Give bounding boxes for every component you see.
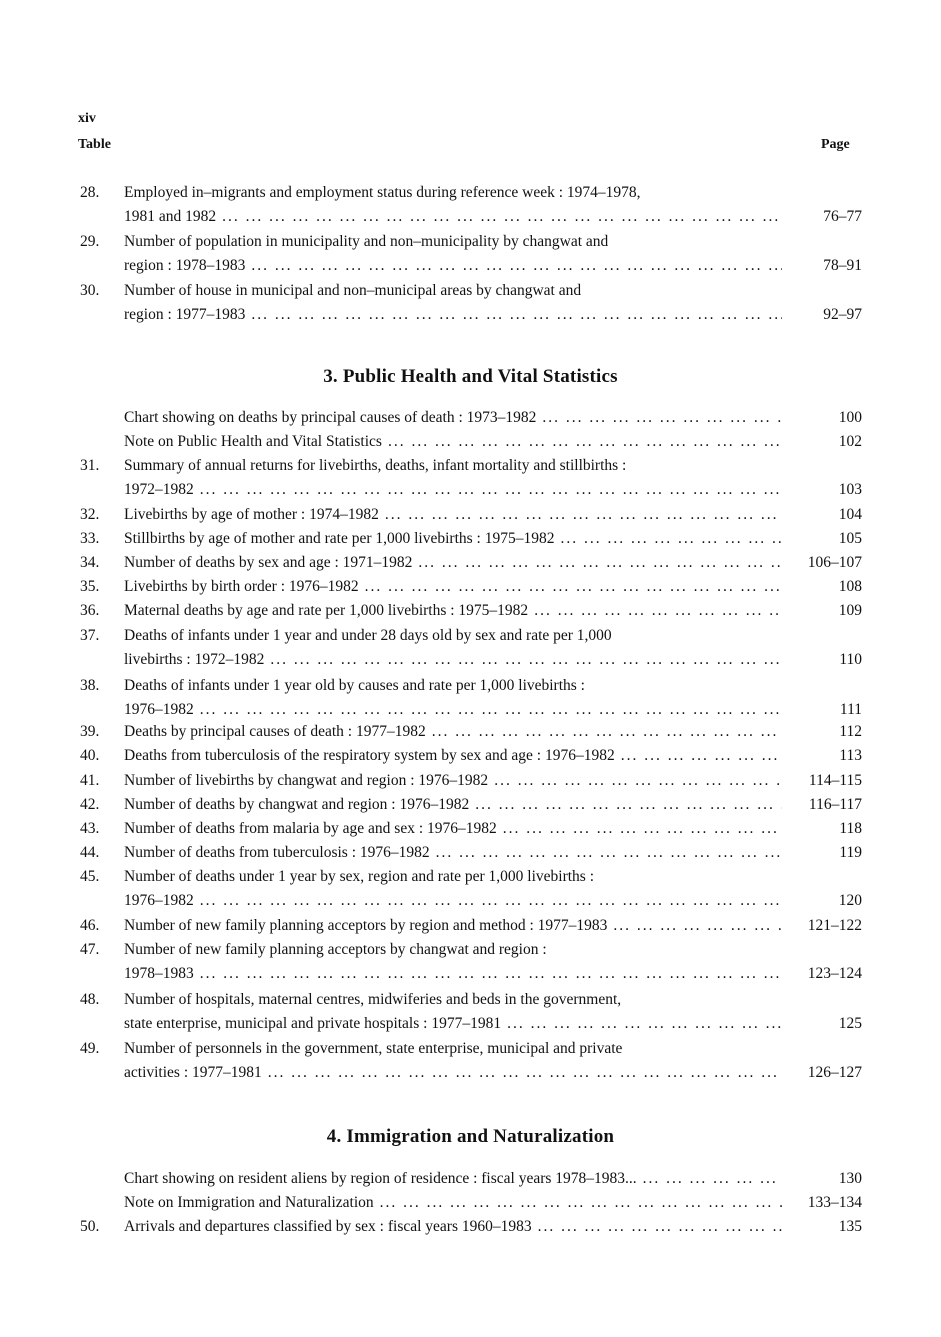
entry-title-text: 1972–1982 [124,481,194,498]
entry-title-text: Deaths of infants under 1 year and under 28 days old by sex and rate per 1,000 [124,627,612,644]
entry-page-number: 126–127 [807,1064,862,1081]
entry-title-line [124,1037,784,1061]
page-number: xiv [78,111,96,126]
entry-title-line [124,769,784,793]
entry-page-number: 110 [839,651,862,668]
entry-title-text: 1978–1983 [124,965,194,982]
entry-number: 32. [80,506,100,523]
entry-title-text: livebirths : 1972–1982 [124,651,265,668]
leader-dots [503,817,782,841]
entry-title-line [124,303,784,327]
entry-title-line [124,1215,784,1239]
entry-number: 36. [80,602,100,619]
entry-page-number: 102 [838,433,862,450]
leader-dots [542,406,782,430]
entry-title-text: 1981 and 1982 [124,208,217,225]
entry-title [124,624,784,672]
entry-number: 37. [80,627,100,644]
leader-dots [200,698,782,722]
leader-dots [621,744,782,768]
leader-dots [388,430,782,454]
entry-title-text: Number of deaths by changwat and region : 1976–1982 [124,796,470,813]
entry-title [124,817,784,841]
entry-number: 30. [80,282,100,299]
entry-page-number: 111 [839,701,862,718]
entry-number: 44. [80,844,100,861]
entry-page-number: 103 [838,481,862,498]
entry-title-text: Number of livebirths by changwat and region : 1976–1982 [124,772,489,789]
entry-title-text: Number of personnels in the government, state enterprise, municipal and private [124,1040,623,1057]
entry-page-number: 104 [838,506,862,523]
entry-title-line [124,406,784,430]
entry-page-number: 116–117 [808,796,862,813]
entry-page-number: 125 [838,1015,862,1032]
leader-dots [200,962,782,986]
entry-title [124,503,784,527]
entry-title-line [124,962,784,986]
entry-title-line [124,551,784,575]
entry-title-text: Deaths by principal causes of death : 1977–1982 [124,723,426,740]
entry-title-text: Employed in–migrants and employment status during reference week : 1974–1978, [124,184,641,201]
entry-title-text: Number of deaths from tuberculosis : 1976–1982 [124,844,430,861]
entry-title-line [124,527,784,551]
entry-title-line [124,914,784,938]
entry-number: 48. [80,991,100,1008]
leader-dots [251,254,782,278]
leader-dots [507,1012,782,1036]
entry-title-text: Note on Public Health and Vital Statistics [124,433,382,450]
leader-dots [643,1167,782,1191]
entry-number: 40. [80,747,100,764]
entry-title-line [124,205,784,229]
entry-title [124,454,784,502]
entry-number: 31. [80,457,100,474]
entry-title-text: Number of population in municipality and non–municipality by changwat and [124,233,609,250]
entry-page-number: 92–97 [823,306,862,323]
entry-title-text: Number of hospitals, maternal centres, midwiferies and beds in the government, [124,991,622,1008]
leader-dots [200,478,782,502]
entry-title [124,744,784,768]
entry-page-number: 114–115 [808,772,862,789]
leader-dots [560,527,782,551]
entry-page-number: 108 [838,578,862,595]
entry-title-line [124,599,784,623]
entry-title-line [124,889,784,913]
leader-dots [475,793,782,817]
entry-title [124,575,784,599]
entry-title-line [124,430,784,454]
entry-title-line [124,744,784,768]
entry-number: 39. [80,723,100,740]
entry-title-text: Livebirths by birth order : 1976–1982 [124,578,359,595]
entry-title-line [124,624,784,648]
entry-title-text: Number of deaths by sex and age : 1971–1982 [124,554,413,571]
entry-page-number: 109 [838,602,862,619]
entry-title-line [124,674,784,698]
entry-title-line [124,254,784,278]
entry-title [124,841,784,865]
entry-title-line [124,817,784,841]
entry-title [124,1167,784,1191]
entry-title [124,599,784,623]
entry-page-number: 106–107 [807,554,862,571]
entry-page-number: 112 [839,723,862,740]
entry-page-number: 121–122 [807,917,862,934]
leader-dots [432,720,782,744]
entry-title-line [124,1191,784,1215]
entry-page-number: 130 [838,1170,862,1187]
entry-title-line [124,279,784,303]
entry-title [124,769,784,793]
section-heading: 4. Immigration and Naturalization [326,1126,615,1147]
entry-title [124,865,784,913]
entry-title-line [124,988,784,1012]
entry-title-line [124,938,784,962]
entry-title [124,406,784,430]
entry-title [124,527,784,551]
entry-number: 50. [80,1218,100,1235]
entry-title-text: Chart showing on resident aliens by region of residence : fiscal years 1978–1983... [124,1170,637,1187]
entry-title [124,1037,784,1085]
entry-title [124,988,784,1036]
entry-number: 43. [80,820,100,837]
entry-title-text: Number of house in municipal and non–municipal areas by changwat and [124,282,582,299]
leader-dots [200,889,782,913]
entry-title-line [124,181,784,205]
entry-page-number: 118 [839,820,862,837]
entry-title-line [124,478,784,502]
entry-title [124,938,784,986]
entry-title [124,914,784,938]
entry-title [124,674,784,722]
entry-title-text: Summary of annual returns for livebirths, deaths, infant mortality and stillbirths : [124,457,627,474]
entry-title-line [124,865,784,889]
entry-title-line [124,1167,784,1191]
entry-page-number: 133–134 [807,1194,862,1211]
entry-number: 45. [80,868,100,885]
entry-title [124,181,784,229]
entry-title-line [124,575,784,599]
leader-dots [436,841,782,865]
entry-title [124,230,784,278]
entry-title-line [124,698,784,722]
leader-dots [222,205,782,229]
entry-title [124,793,784,817]
leader-dots [494,769,782,793]
entry-number: 41. [80,772,100,789]
entry-number: 28. [80,184,100,201]
entry-title-text: region : 1978–1983 [124,257,246,274]
entry-title [124,430,784,454]
leader-dots [418,551,782,575]
entry-title-text: 1976–1982 [124,701,194,718]
entry-title-line [124,230,784,254]
entry-number: 29. [80,233,100,250]
leader-dots [365,575,782,599]
leader-dots [385,503,782,527]
section-heading: 3. Public Health and Vital Statistics [323,366,618,387]
entry-title [124,279,784,327]
entry-page-number: 78–91 [823,257,862,274]
entry-title [124,551,784,575]
column-header-table: Table [78,137,111,152]
entry-title-text: state enterprise, municipal and private hospitals : 1977–1981 [124,1015,502,1032]
entry-title-text: Number of deaths from malaria by age and sex : 1976–1982 [124,820,497,837]
leader-dots [268,1061,782,1085]
entry-page-number: 100 [838,409,862,426]
entry-number: 35. [80,578,100,595]
entry-page-number: 119 [839,844,862,861]
entry-page-number: 135 [838,1218,862,1235]
entry-title-text: Stillbirths by age of mother and rate per 1,000 livebirths : 1975–1982 [124,530,555,547]
entry-title [124,1191,784,1215]
leader-dots [613,914,782,938]
entry-title-text: Livebirths by age of mother : 1974–1982 [124,506,379,523]
entry-title-line [124,503,784,527]
entry-title-text: Number of new family planning acceptors by changwat and region : [124,941,547,958]
leader-dots [380,1191,782,1215]
entry-title-line [124,1061,784,1085]
entry-number: 38. [80,677,100,694]
entry-title [124,1215,784,1239]
leader-dots [270,648,782,672]
entry-title-text: 1976–1982 [124,892,194,909]
entry-title-text: Arrivals and departures classified by sex : fiscal years 1960–1983 [124,1218,532,1235]
leader-dots [251,303,782,327]
entry-page-number: 123–124 [807,965,862,982]
leader-dots [538,1215,782,1239]
entry-title-line [124,720,784,744]
entry-title-text: Deaths of infants under 1 year old by causes and rate per 1,000 livebirths : [124,677,585,694]
entry-title-line [124,841,784,865]
entry-title-line [124,793,784,817]
entry-number: 42. [80,796,100,813]
entry-title-text: region : 1977–1983 [124,306,246,323]
entry-number: 49. [80,1040,100,1057]
entry-title-text: Note on Immigration and Naturalization [124,1194,374,1211]
entry-number: 47. [80,941,100,958]
entry-page-number: 120 [838,892,862,909]
entry-page-number: 76–77 [823,208,862,225]
entry-title-text: Number of new family planning acceptors by region and method : 1977–1983 [124,917,608,934]
entry-title [124,720,784,744]
leader-dots [534,599,782,623]
entry-number: 33. [80,530,100,547]
entry-title-text: Number of deaths under 1 year by sex, region and rate per 1,000 livebirths : [124,868,595,885]
entry-title-text: Deaths from tuberculosis of the respiratory system by sex and age : 1976–1982 [124,747,615,764]
entry-page-number: 113 [839,747,862,764]
entry-title-text: Maternal deaths by age and rate per 1,000 livebirths : 1975–1982 [124,602,529,619]
entry-title-text: activities : 1977–1981 [124,1064,262,1081]
entry-title-text: Chart showing on deaths by principal causes of death : 1973–1982 [124,409,537,426]
entry-title-line [124,648,784,672]
entry-title-line [124,1012,784,1036]
entry-number: 46. [80,917,100,934]
entry-page-number: 105 [838,530,862,547]
entry-number: 34. [80,554,100,571]
column-header-page: Page [821,137,850,152]
entry-title-line [124,454,784,478]
